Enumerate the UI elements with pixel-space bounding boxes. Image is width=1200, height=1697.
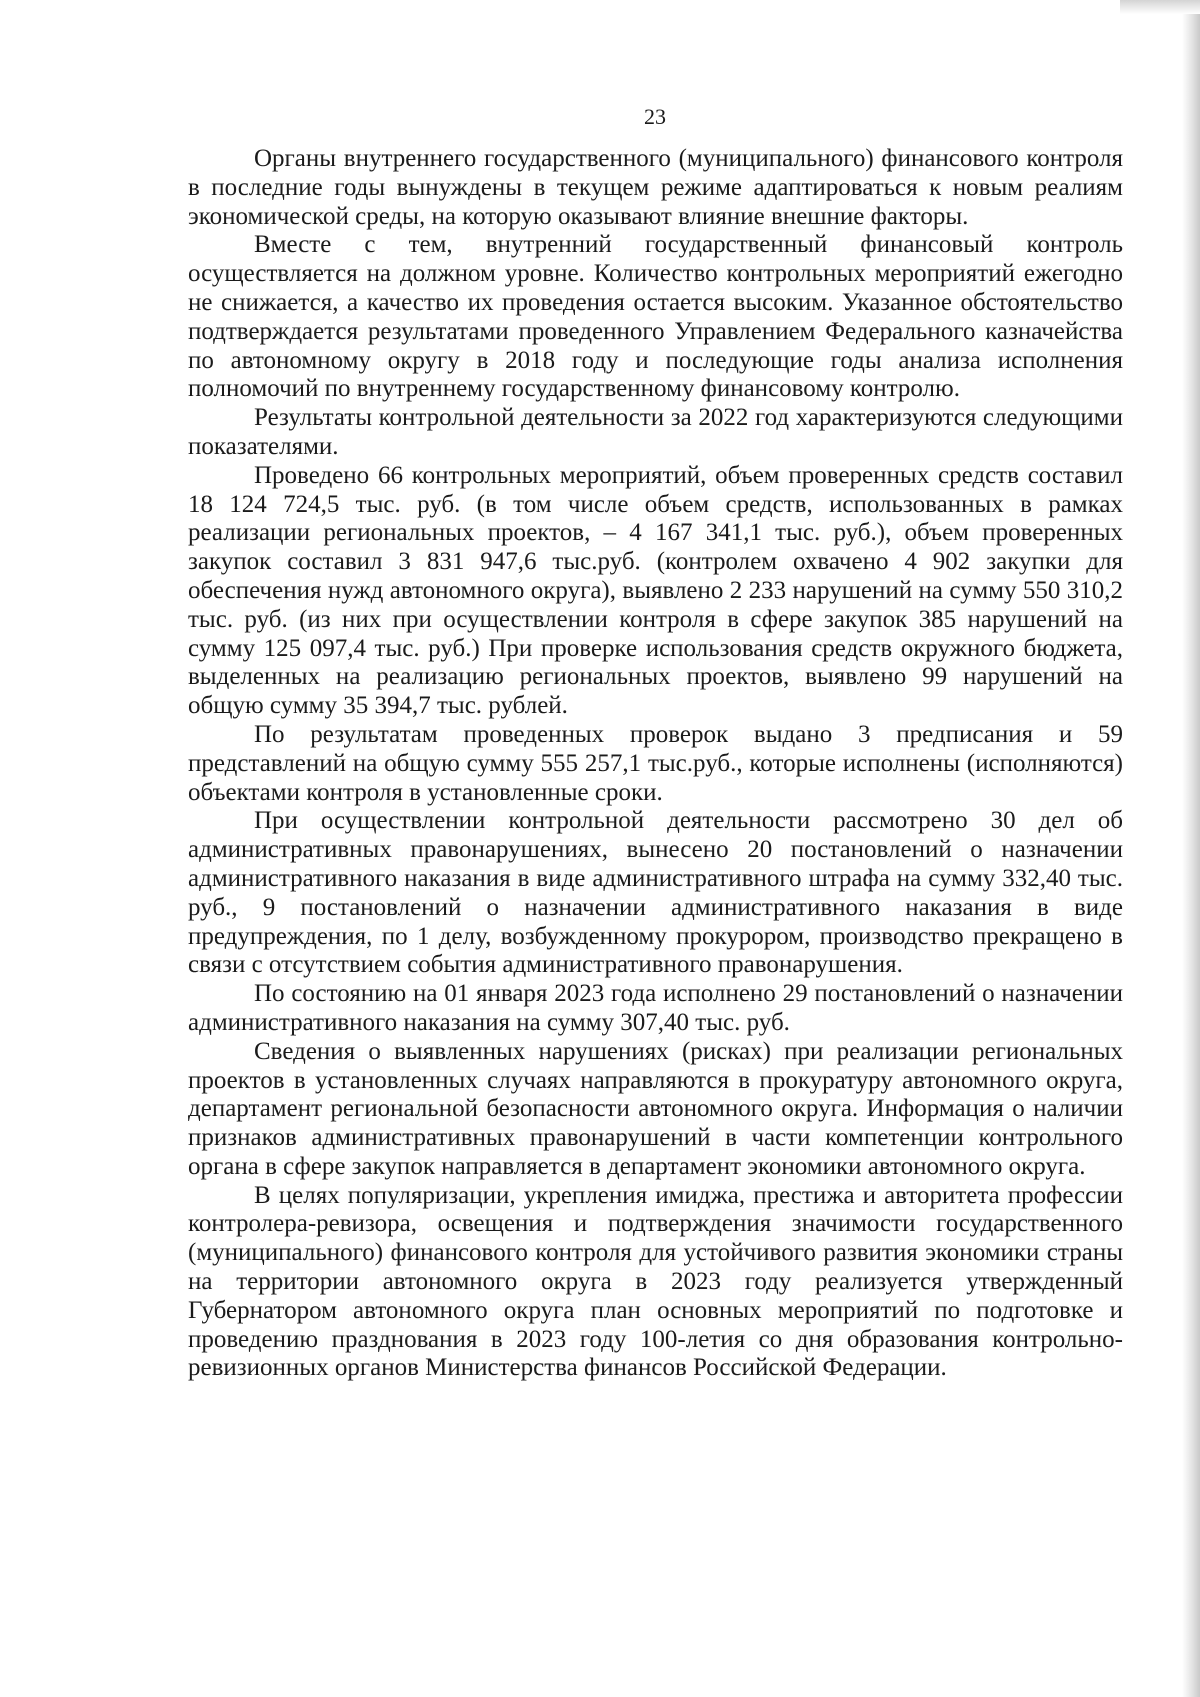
scan-page-edge (1182, 0, 1200, 1697)
paragraph-violation-reports: Сведения о выявленных нарушениях (рисках) при реализации региональных проектов в установленных случаях направляются в прокуратуру автономного округа, департамент региональной безопасности автономного округа. Информация о наличии признаков административных правонарушений в части компетенции контрольного органа в сфере закупок направляется в департамент экономики автономного округа. (188, 1037, 1123, 1180)
paragraph-inspection-outcomes: По результатам проведенных проверок выдано 3 предписания и 59 представлений на общую сумму 555 257,1 тыс.руб., которые исполнены (исполняются) объектами контроля в установленные сроки. (188, 720, 1123, 806)
paragraph-financial-control-adaptation: Органы внутреннего государственного (муниципального) финансового контроля в последние годы вынуждены в текущем режиме адаптироваться к новым реалиям экономической среды, на которую оказывают влияние внешние факторы. (188, 145, 1123, 230)
paragraph-results-intro: Результаты контрольной деятельности за 2022 год характеризуются следующими показателями. (188, 404, 1123, 460)
paragraph-anniversary-plan: В целях популяризации, укрепления имиджа, престижа и авторитета профессии контролера-ревизора, освещения и подтверждения значимости государственного (муниципального) финансового контроля для устойчивого развития экономики страны на территории автономного округа в 2023 году реализуется утвержденный Губернатором автономного округа план основных мероприятий по подготовке и проведению празднования в 2023 году 100-летия со дня образования контрольно-ревизионных органов Министерства финансов Российской Федерации. (188, 1181, 1123, 1382)
scan-corner-shadow (1120, 0, 1200, 14)
paragraph-control-activities-figures: Проведено 66 контрольных мероприятий, объем проверенных средств составил 18 124 724,5 тыс. руб. (в том числе объем средств, использованных в рамках реализации региональных проектов, – 4 167 341,1 тыс. руб.), объем проверенных закупок составил 3 831 947,6 тыс.руб. (контролем охвачено 4 902 закупки для обеспечения нужд автономного округа), выявлено 2 233 нарушений на сумму 550 310,2 тыс. руб. (из них при осуществлении контроля в сфере закупок 385 нарушений на сумму 125 097,4 тыс. руб.) При проверке использования средств окружного бюджета, выделенных на реализацию региональных проектов, выявлено 99 нарушений на общую сумму 35 394,7 тыс. рублей. (188, 461, 1123, 720)
paragraph-control-quality: Вместе с тем, внутренний государственный финансовый контроль осуществляется на должном уровне. Количество контрольных мероприятий ежегодно не снижается, а качество их проведения остается высоким. Указанное обстоятельство подтверждается результатами проведенного Управлением Федерального казначейства по автономному округу в 2018 году и последующие годы анализа исполнения полномочий по внутреннему государственному финансовому контролю. (188, 231, 1123, 403)
paragraph-executed-resolutions: По состоянию на 01 января 2023 года исполнено 29 постановлений о назначении административного наказания на сумму 307,40 тыс. руб. (188, 980, 1123, 1036)
paragraph-administrative-cases: При осуществлении контрольной деятельности рассмотрено 30 дел об административных правонарушениях, вынесено 20 постановлений о назначении административного наказания в виде административного штрафа на сумму 332,40 тыс. руб., 9 постановлений о назначении административного наказания в виде предупреждения, по 1 делу, возбужденному прокурором, производство прекращено в связи с отсутствием события административного правонарушения. (188, 807, 1123, 979)
page-number: 23 (644, 104, 666, 129)
document-body (188, 145, 1123, 1383)
